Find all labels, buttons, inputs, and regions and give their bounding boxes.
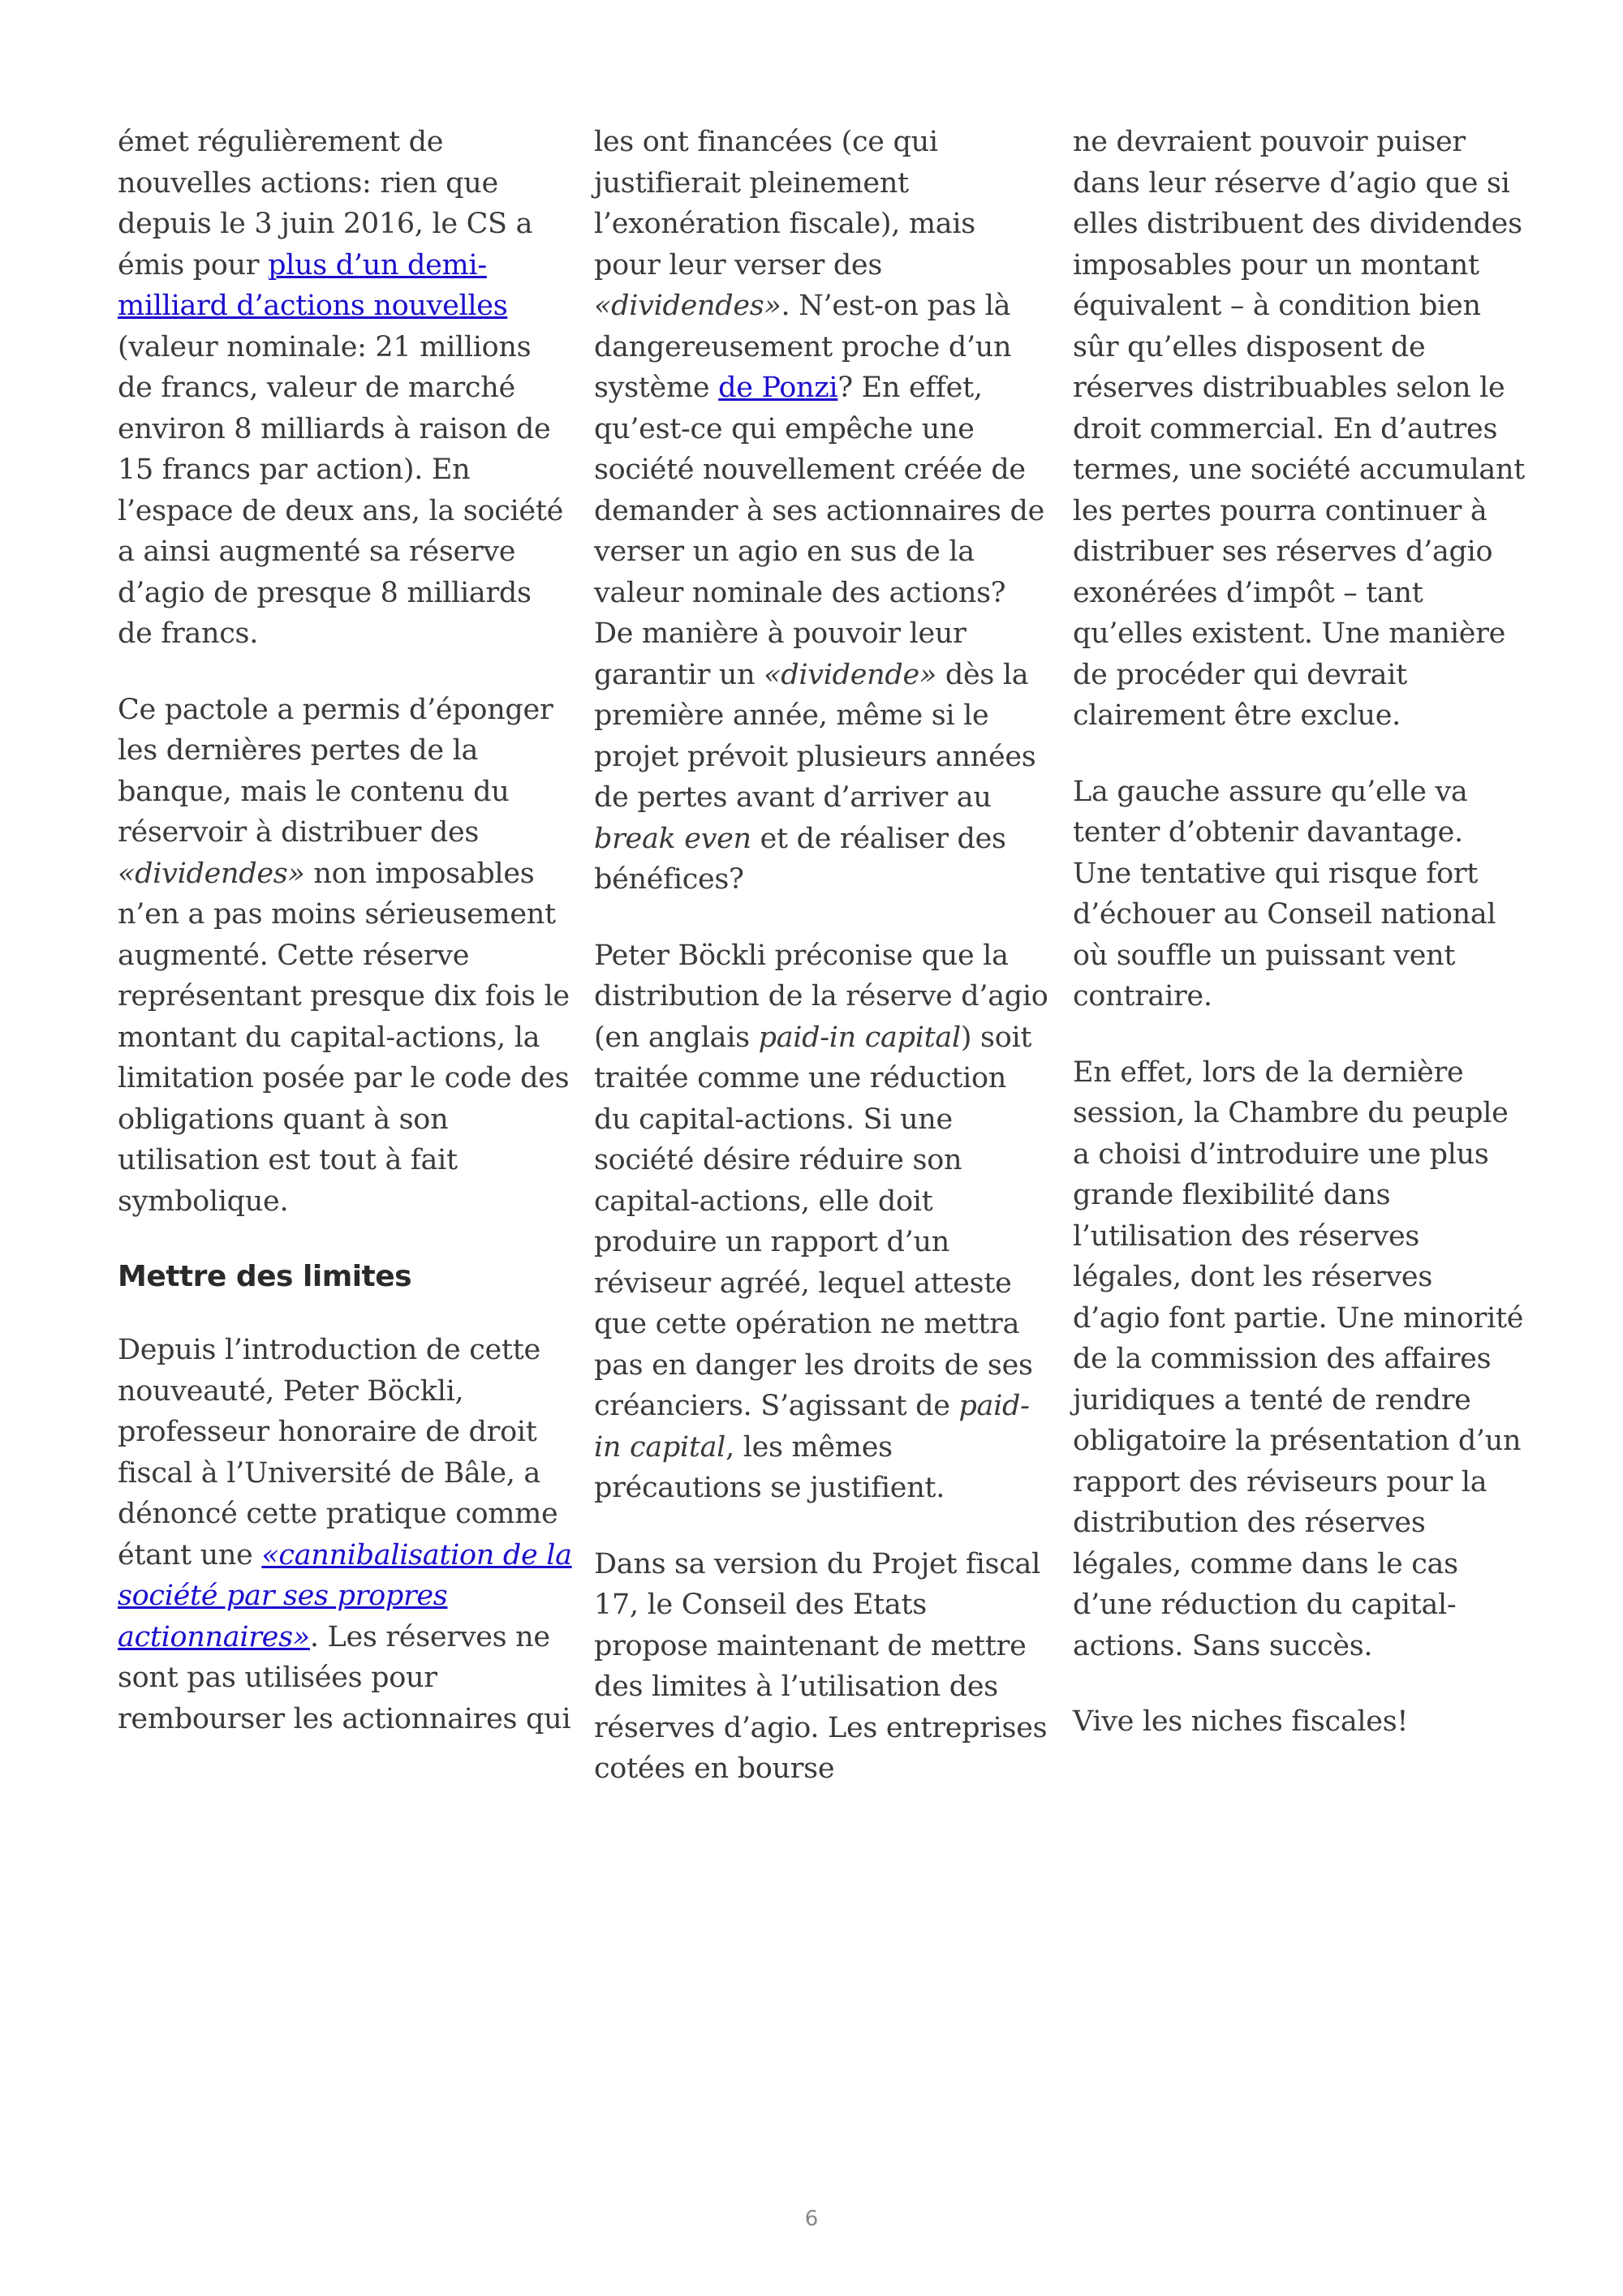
paragraph: Peter Böckli préconise que la distribution de la réserve d’agio (en anglais paid-in capital) soit traitée comme une réduction du capital-actions. Si une société désire réduire son capital-actions, elle doit produire un rapport d’un réviseur agréé, lequel atteste que cette opération ne mettra pas en danger les droits de ses créanciers. S’agissant de paid-in capital, les mêmes précautions se justifient. [594, 939, 1048, 1504]
paragraph: Ce pactole a permis d’éponger les dernières pertes de la banque, mais le contenu du réservoir à distribuer des «dividendes» non imposables n’en a pas moins sérieusement augmenté. Cette réserve représentant presque dix fois le montant du capital-actions, la limitation posée par le code des obligations quant à son utilisation est tout à fait symbolique. [118, 693, 570, 1218]
article-column-2 [594, 122, 1048, 1790]
paragraph: émet régulièrement de nouvelles actions: rien que depuis le 3 juin 2016, le CS a émis pour plus d’un demi-milliard d’actions nouvelles (valeur nominale: 21 millions de francs, valeur de marché environ 8 milliards à raison de 15 francs par action). En l’espace de deux ans, la société a ainsi augmenté sa réserve d’agio de presque 8 milliards de francs. [118, 126, 563, 650]
link-demi-milliard-actions[interactable]: plus d’un demi-milliard d’actions nouvelles [118, 248, 508, 322]
paragraph: les ont financées (ce qui justifierait pleinement l’exonération fiscale), mais pour leur verser des «dividendes». N’est-on pas là dangereusement proche d’un système de Ponzi? En effet, qu’est-ce qui empêche une société nouvellement créée de demander à ses actionnaires de verser un agio en sus de la valeur nominale des actions? De manière à pouvoir leur garantir un «dividende» dès la première année, même si le projet prévoit plusieurs années de pertes avant d’arriver au break even et de réaliser des bénéfices? [594, 126, 1045, 896]
page-number: 6 [804, 2207, 819, 2231]
paragraph: Dans sa version du Projet fiscal 17, le Conseil des Etats propose maintenant de mettre des limites à l’utilisation des réserves d’agio. Les entreprises cotées en bourse [594, 1547, 1048, 1785]
paragraph: La gauche assure qu’elle va tenter d’obtenir davantage. Une tentative qui risque fort d’échouer au Conseil national où souffle un puissant vent contraire. [1073, 775, 1496, 1013]
article-column-3 [1073, 122, 1527, 1743]
link-de-ponzi[interactable]: de Ponzi [718, 372, 838, 404]
paragraph: Depuis l’introduction de cette nouveauté, Peter Böckli, professeur honoraire de droit fiscal à l’Université de Bâle, a dénoncé cette pratique comme étant une «cannibalisation de la société par ses propres actionnaires». Les réserves ne sont pas utilisées pour rembourser les actionnaires qui [118, 1334, 572, 1735]
section-heading: Mettre des limites [118, 1260, 412, 1293]
paragraph: En effet, lors de la dernière session, la Chambre du peuple a choisi d’introduire une plus grande flexibilité dans l’utilisation des réserves légales, dont les réserves d’agio font partie. Une minorité de la commission des affaires juridiques a tenté de rendre obligatoire la présentation d’un rapport des réviseurs pour la distribution des réserves légales, comme dans le cas d’une réduction du capital-actions. Sans succès. [1073, 1056, 1524, 1662]
paragraph: ne devraient pouvoir puiser dans leur réserve d’agio que si elles distribuent des dividendes imposables pour un montant équivalent – à condition bien sûr qu’elles disposent de réserves distribuables selon le droit commercial. En d’autres termes, une société accumulant les pertes pourra continuer à distribuer ses réserves d’agio exonérées d’impôt – tant qu’elles existent. Une manière de procéder qui devrait clairement être exclue. [1073, 126, 1525, 732]
article-column-1 [118, 122, 572, 1739]
link-cannibalisation[interactable]: «cannibalisation de la société par ses propres actionnaires» [118, 1538, 572, 1653]
paragraph: Vive les niches fiscales! [1073, 1705, 1409, 1738]
